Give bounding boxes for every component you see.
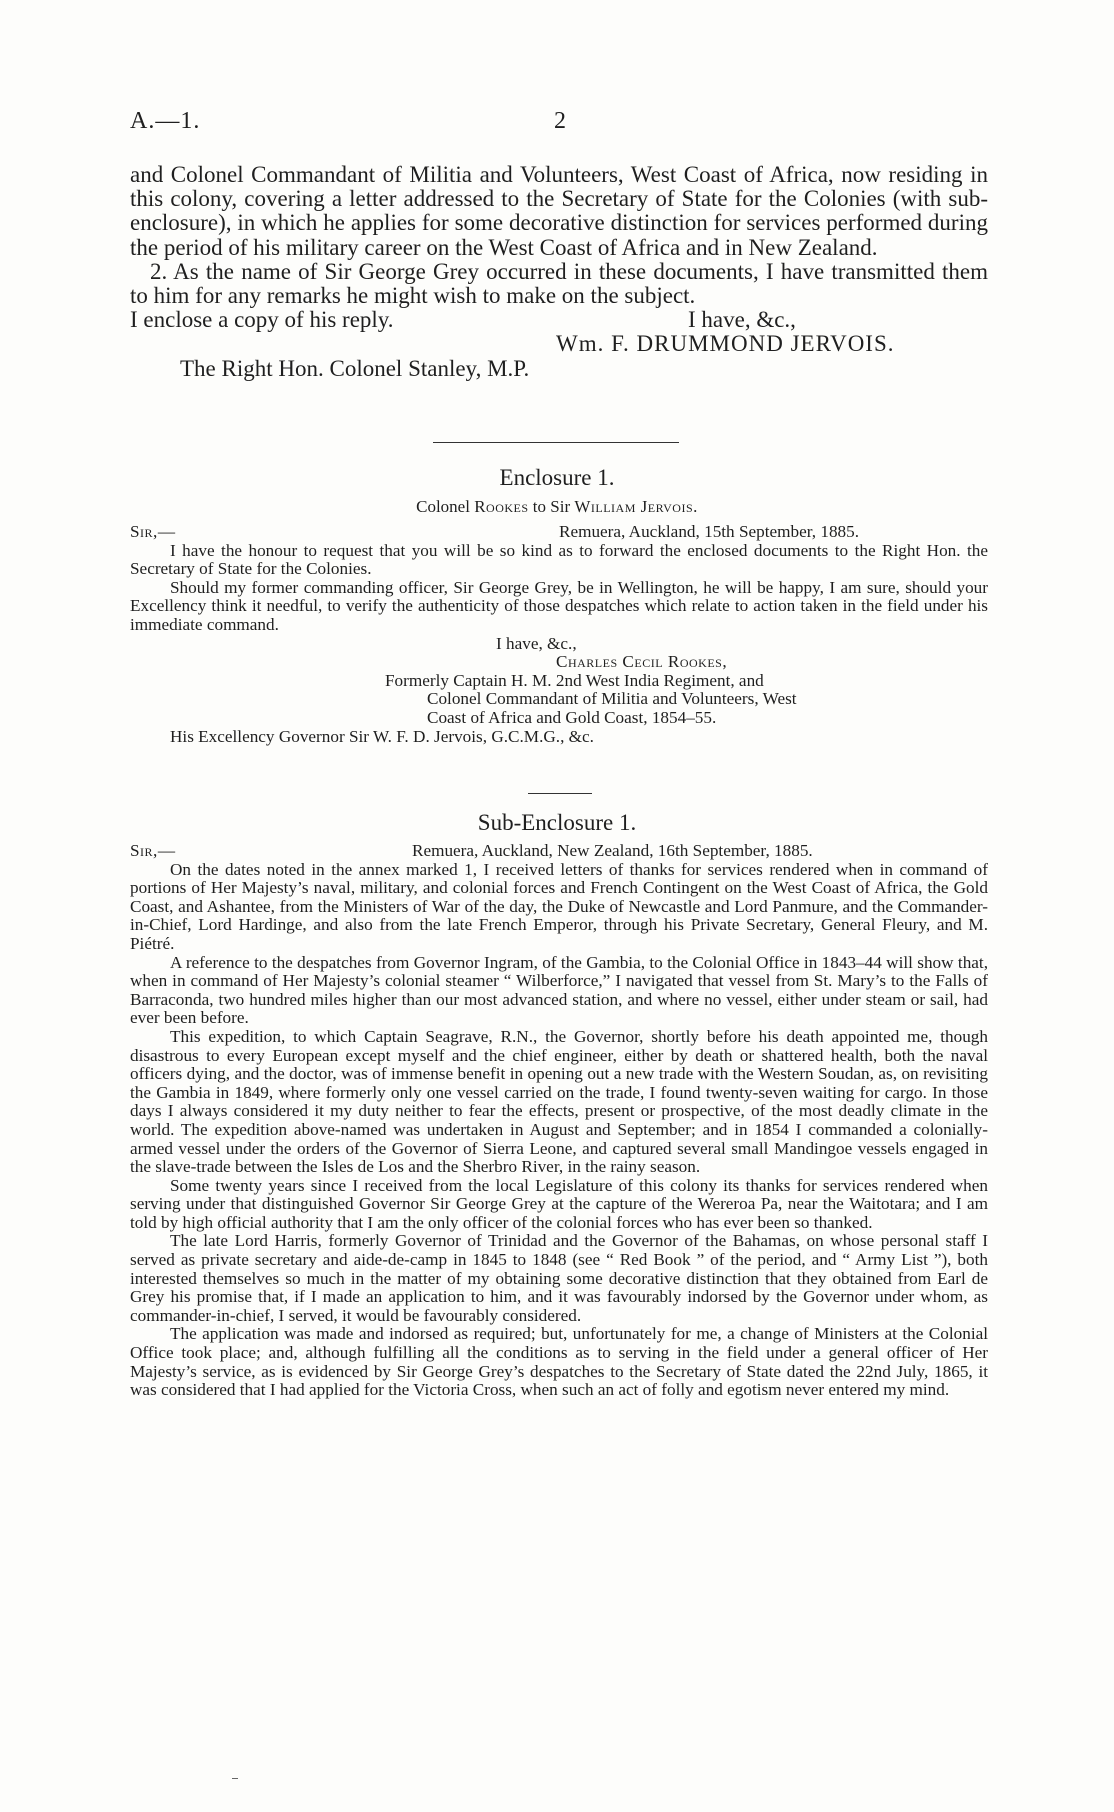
covering-letter	[130, 163, 988, 381]
page-number: 2	[554, 108, 566, 134]
enclosure-from-name: Rookes	[474, 497, 529, 516]
subenclosure-paragraph: The application was made and indorsed as required; but, unfortunately for me, a change of Ministers at the Colonial Office took place; and, although fulfilling all the conditions as to serving in the field under a general officer of Her Majesty’s service, as is evidenced by Sir George Grey’s despatches to the Secretary of State dated the 22nd July, 1865, it was considered that I had applied for the Victoria Cross, when such an act of folly and egotism never entered my mind.	[130, 1324, 988, 1400]
enclosure-from: Colonel	[416, 497, 470, 516]
subenclosure-paragraph: Some twenty years since I received from the local Legislature of this colony its thanks for services rendered when serving under that distinguished Governor Sir George Grey at the capture of the Wereroa Pa, near the Waitotara; and I am told by high official authority that I am the only officer of the colonial forces who has ever been so thanked.	[130, 1175, 988, 1232]
enclosure-addressee: His Excellency Governor Sir W. F. D. Jervois, G.C.M.G., &c.	[170, 726, 594, 746]
enclosure-place-date: Remuera, Auckland, 15th September, 1885.	[559, 522, 860, 541]
subenclosure-place-date: Remuera, Auckland, New Zealand, 16th September, 1885.	[412, 841, 813, 860]
enclosure-paragraph: Should my former commanding officer, Sir George Grey, be in Wellington, he will be happy, I am sure, should your Excellency think it needful, to verify the authenticity of those despatches which relate to action taken in the field under his immediate command.	[130, 577, 988, 634]
subenclosure-paragraph: A reference to the despatches from Governor Ingram, of the Gambia, to the Colonial Office in 1843–44 will show that, when in command of Her Majesty’s colonial steamer “ Wilberforce,” I navigated that vessel from St. Mary’s to the Falls of Barraconda, two hundred miles higher than our most advanced station, and where no vessel, either under steam or sail, had ever been before.	[130, 952, 988, 1028]
enclosure-to-word: to Sir	[532, 497, 571, 516]
subenclosure-paragraph: On the dates noted in the annex marked 1, I received letters of thanks for services rendered when in command of portions of Her Majesty’s naval, military, and colonial forces and French Contingent on the West Coast of Africa, the Gold Coast, and Ashantee, from the Ministers of War of the day, the Duke of Newcastle and Lord Panmure, and the Commander-in-Chief, Lord Hardinge, and also from the late French Emperor, through his Private Secretary, General Fleury, and M. Piétré.	[130, 859, 988, 953]
enclosure-body	[130, 523, 988, 746]
letter-reply-line	[130, 308, 988, 332]
short-divider	[528, 793, 592, 794]
enclosure-salutation: Sir,—	[130, 522, 176, 541]
enclosure-paragraph: I have the honour to request that you will be so kind as to forward the enclosed documents to the Right Hon. the Secretary of State for the Colonies.	[130, 540, 988, 579]
letter-paragraph-2: 2. As the name of Sir George Grey occurred in these documents, I have transmitted them to him for any remarks he might wish to make on the subject.	[130, 258, 988, 309]
enclosure-heading: Enclosure 1.	[499, 465, 615, 490]
enclosure-closing: I have, &c.,	[496, 633, 577, 653]
letter-closing: I have, &c.,	[688, 307, 796, 333]
letter-paragraph-1: and Colonel Commandant of Militia and Volunteers, West Coast of Africa, now residing in this colony, covering a letter addressed to the Secretary of State for the Colonies (with sub-enclosure), in which he applies for some decorative distinction for services performed during the period of his military career on the West Coast of Africa and in New Zealand.	[130, 162, 988, 260]
page-header	[130, 108, 984, 138]
page-reference: A.—1.	[130, 108, 201, 134]
letter-signature: Wm. F. DRUMMOND JERVOIS.	[556, 331, 895, 357]
subenclosure-paragraph: The late Lord Harris, formerly Governor of Trinidad and the Governor of the Bahamas, on whose personal staff I served as private secretary and aide-de-camp in 1845 to 1848 (see “ Red Book ” of the period, and “ Army List ”), both interested themselves so much in the matter of my obtaining some decorative distinction that they obtained from Earl de Grey his promise that, if I made an application to him, and it was favourably indorsed by the Governor under whom, as commander-in-chief, I served, it would be favourably considered.	[130, 1231, 988, 1325]
enclosure-signature: Charles Cecil Rookes,	[556, 652, 728, 672]
section-divider	[433, 442, 679, 443]
enclosure-credential-line: Formerly Captain H. M. 2nd West India Regiment, and	[385, 670, 764, 690]
subenclosure-salutation-line	[130, 842, 988, 861]
enclosure-credential-line: Colonel Commandant of Militia and Volunteers, West	[427, 689, 797, 709]
enclosure-credential-line: Coast of Africa and Gold Coast, 1854–55.	[427, 707, 717, 727]
enclosure-salutation-line	[130, 523, 988, 542]
enclosure-to-name: William Jervois.	[574, 497, 698, 516]
margin-mark	[232, 1778, 238, 1779]
enclosure-subheading	[0, 497, 1114, 517]
letter-addressee: The Right Hon. Colonel Stanley, M.P.	[180, 355, 530, 381]
subenclosure-paragraph: This expedition, to which Captain Seagrave, R.N., the Governor, shortly before his death appointed me, though disastrous to every European except myself and the chief engineer, either by death or shattered health, both the naval officers dying, and the doctor, was of immense benefit in opening out a new trade with the Western Soudan, as, on revisiting the Gambia in 1849, where formerly only one vessel carried on the trade, I found twenty-seven waiting for cargo. In those days I always considered it my duty neither to fear the effects, present or prospective, of the most deadly climate in the world. The expedition above-named was undertaken in August and September; and in 1854 I commanded a colonially-armed vessel under the orders of the Governor of Sierra Leone, and captured several small Mandingoe vessels engaged in the slave-trade between the Isles de Los and the Sherbro River, in the rainy season.	[130, 1026, 988, 1177]
subenclosure-heading: Sub-Enclosure 1.	[477, 810, 637, 835]
letter-paragraph-2-end: I enclose a copy of his reply.	[130, 307, 394, 333]
subenclosure-body	[130, 842, 988, 1400]
subenclosure-salutation: Sir,—	[130, 841, 176, 860]
